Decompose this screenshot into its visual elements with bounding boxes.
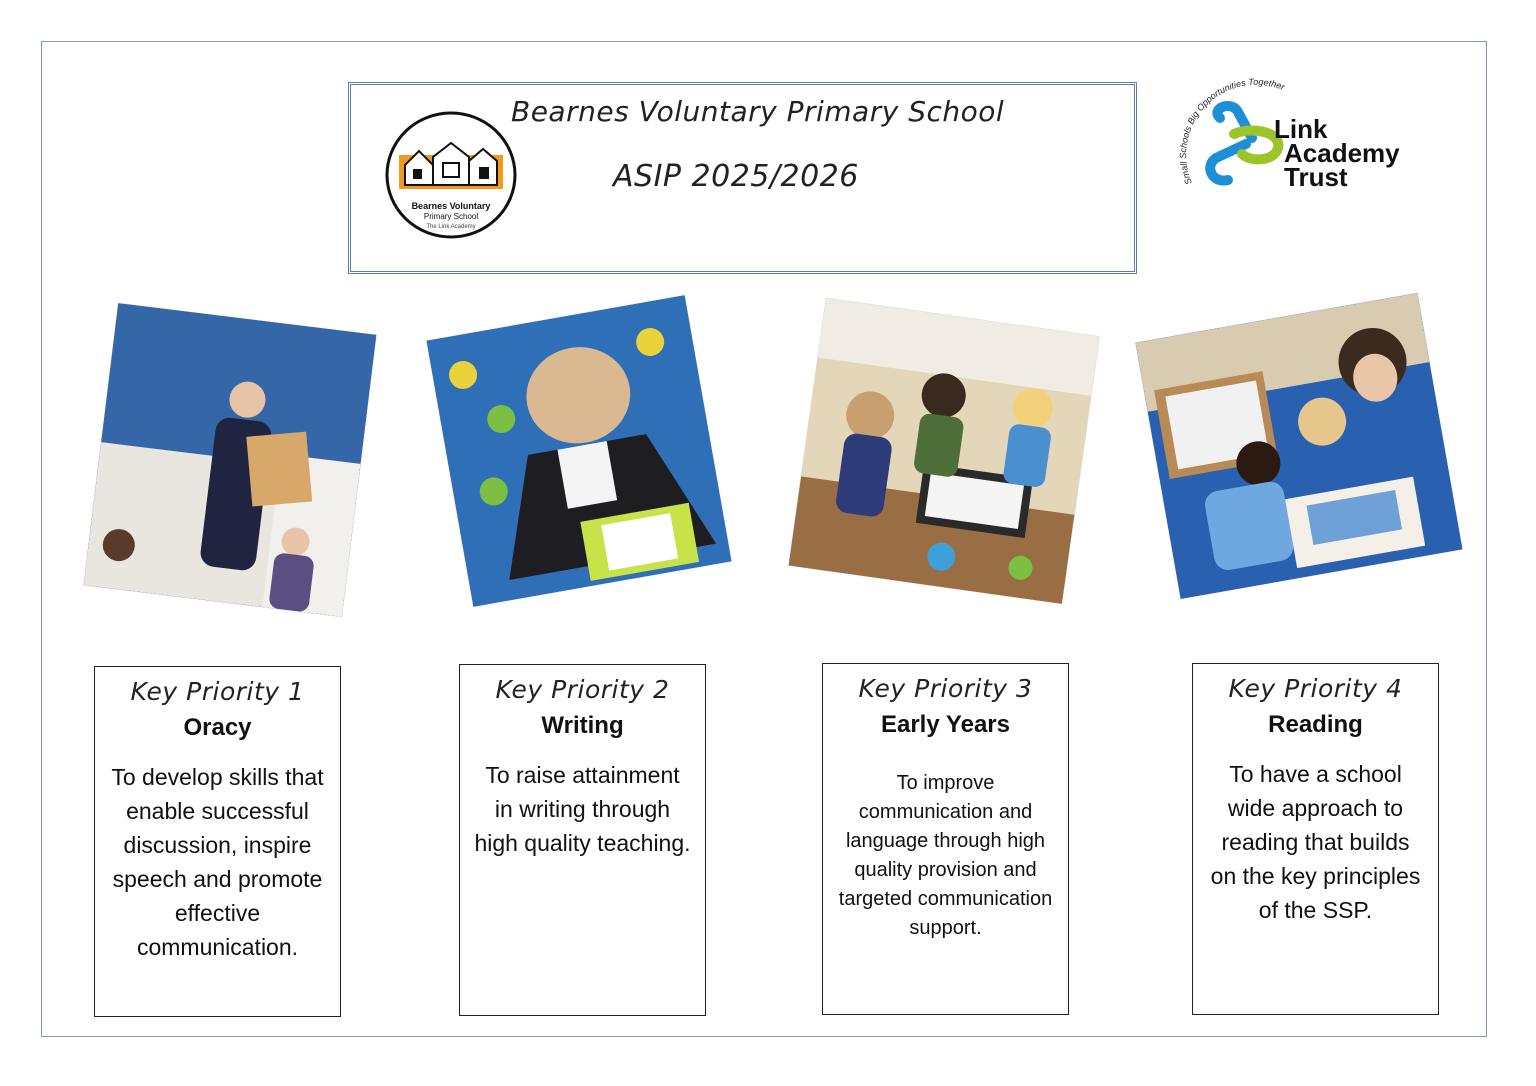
asip-title: ASIP 2025/2026 (613, 159, 859, 194)
priority-label: Key Priority 1 (130, 677, 305, 706)
chain-link-icon (1210, 106, 1278, 181)
priority-card-3 (822, 663, 1069, 1015)
trust-logo (1172, 78, 1422, 196)
photo-oracy (84, 303, 377, 617)
school-name: Bearnes Voluntary Primary School (511, 95, 1005, 128)
priority-card-4 (1192, 663, 1439, 1015)
trust-logo-line1: Link (1274, 114, 1328, 144)
priority-title: Reading (1268, 711, 1363, 738)
school-logo-line1: Bearnes Voluntary (411, 201, 491, 211)
photo-early-years (789, 298, 1100, 604)
trust-tagline: Small Schools Big Opportunities Together (1178, 78, 1287, 186)
priority-label: Key Priority 3 (858, 674, 1033, 703)
school-logo-line2: Primary School (423, 212, 479, 221)
photo-reading (1136, 293, 1463, 599)
priority-description: To develop skills that enable successful discussion, inspire speech and promote effective communication. (111, 764, 324, 960)
priority-title: Early Years (880, 711, 1010, 738)
priority-description: To have a school wide approach to reading that builds on the key principles of the SSP. (1210, 761, 1421, 923)
priority-description: To raise attainment in writing through high quality teaching. (474, 762, 691, 856)
priority-card-2 (459, 664, 706, 1016)
trust-logo-line2: Academy (1284, 138, 1400, 168)
priority-title: Oracy (183, 714, 252, 741)
trust-logo-line3: Trust (1284, 162, 1348, 192)
priority-label: Key Priority 4 (1228, 674, 1403, 703)
school-logo (383, 111, 519, 241)
photo-writing (427, 295, 732, 606)
priority-title: Writing (541, 712, 624, 739)
priority-card-1 (94, 666, 341, 1017)
header-box (348, 82, 1137, 274)
priority-description: To improve communication and language through high quality provision and targeted communication support. (838, 772, 1053, 939)
priority-label: Key Priority 2 (495, 675, 670, 704)
school-logo-line3: The Link Academy (426, 224, 476, 230)
